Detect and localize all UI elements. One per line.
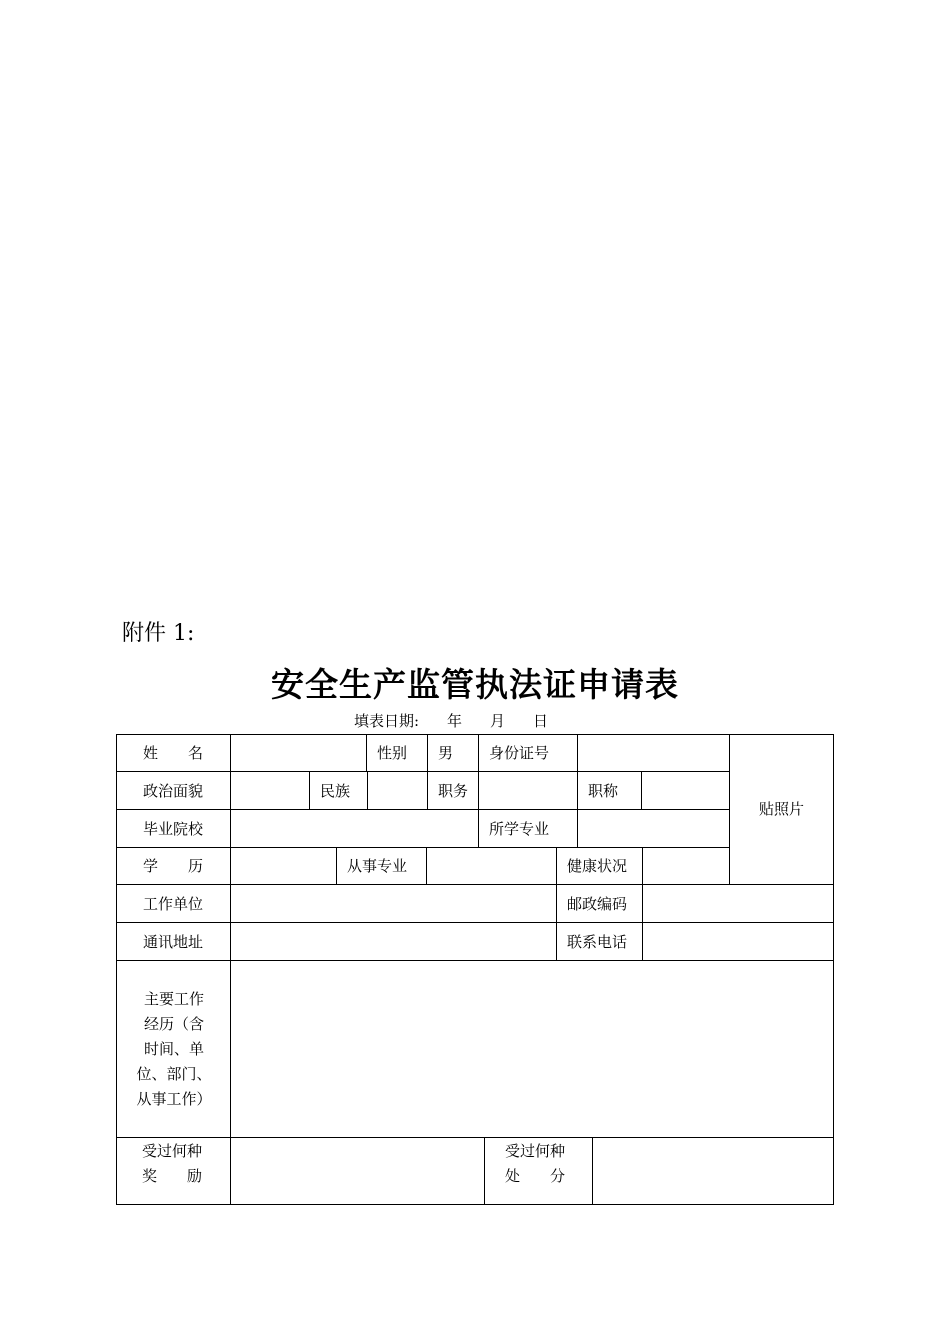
fill-date-day: 日: [533, 712, 549, 730]
row8-divider-a: [484, 1137, 485, 1205]
work-history-label-line: 经历（含: [143, 1015, 204, 1033]
form-title: 安全生产监管执法证申请表: [271, 665, 679, 704]
contact-phone-field[interactable]: [643, 923, 833, 960]
graduated-school-label: 毕业院校: [142, 819, 203, 838]
ethnicity-field[interactable]: [368, 772, 427, 809]
work-history-label: [116, 987, 232, 1112]
work-unit-field[interactable]: [231, 885, 556, 922]
professional-title-label: 职称: [588, 781, 619, 800]
attachment-label: 附件 1:: [122, 621, 195, 646]
mailing-address-field[interactable]: [231, 923, 556, 960]
ethnicity-label: 民族: [320, 781, 351, 800]
awards-label: [142, 1139, 228, 1189]
graduated-school-field[interactable]: [231, 810, 478, 847]
engaged-profession-field[interactable]: [427, 848, 556, 884]
education-label: 学 历: [142, 857, 203, 875]
postal-code-field[interactable]: [643, 885, 833, 922]
work-history-label-line: 位、部门、: [136, 1065, 212, 1083]
gender-label: 性别: [377, 744, 408, 762]
work-history-label-line: 主要工作: [143, 990, 204, 1008]
gender-value[interactable]: 男: [438, 744, 454, 762]
fill-date-label: 填表日期:: [353, 712, 419, 730]
mailing-address-label: 通讯地址: [142, 932, 203, 951]
major-field[interactable]: [578, 810, 729, 847]
punishments-label-line: 受过何种: [505, 1142, 566, 1160]
awards-field[interactable]: [231, 1138, 484, 1204]
work-history-label-line: 从事工作）: [136, 1090, 212, 1108]
table-border-bottom: [116, 1204, 834, 1205]
name-label: 姓 名: [142, 744, 203, 762]
work-history-field[interactable]: [231, 961, 833, 1137]
application-form-table: [116, 734, 834, 1205]
name-field[interactable]: [231, 734, 366, 772]
postal-code-label: 邮政编码: [567, 894, 628, 913]
contact-phone-label: 联系电话: [567, 932, 628, 951]
political-status-field[interactable]: [231, 772, 309, 809]
engaged-profession-label: 从事专业: [347, 857, 408, 875]
table-border-right: [833, 734, 834, 1205]
fill-date-year: 年: [447, 712, 463, 730]
fill-date-line: [0, 710, 902, 732]
health-status-label: 健康状况: [567, 857, 628, 875]
position-label: 职务: [438, 781, 469, 800]
health-status-field[interactable]: [643, 848, 729, 884]
awards-label-line: 受过何种: [142, 1142, 203, 1160]
work-unit-label: 工作单位: [142, 894, 203, 913]
awards-label-line: 奖 励: [142, 1167, 203, 1185]
work-history-label-line: 时间、单: [143, 1040, 204, 1058]
punishments-label: [505, 1139, 591, 1189]
id-number-field[interactable]: [578, 734, 729, 772]
professional-title-field[interactable]: [642, 772, 729, 809]
punishments-field[interactable]: [593, 1138, 833, 1204]
major-label: 所学专业: [489, 819, 550, 838]
position-field[interactable]: [479, 772, 577, 809]
political-status-label: 政治面貌: [142, 781, 203, 800]
education-field[interactable]: [231, 848, 336, 884]
photo-placeholder[interactable]: 贴照片: [758, 800, 804, 818]
punishments-label-line: 处 分: [505, 1167, 566, 1185]
fill-date-month: 月: [490, 712, 506, 730]
id-number-label: 身份证号: [489, 744, 550, 762]
